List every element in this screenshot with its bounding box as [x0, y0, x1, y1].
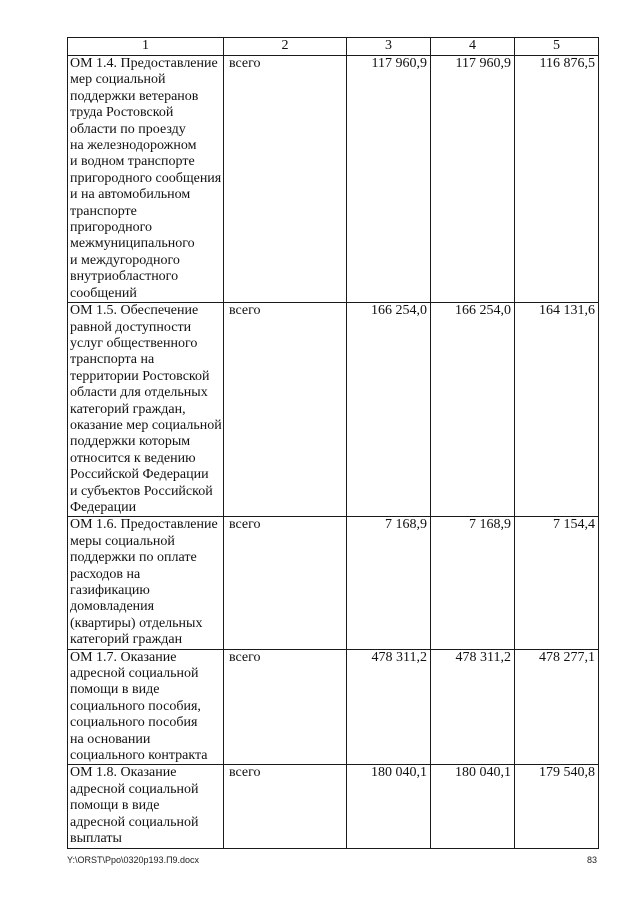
table-row — [68, 649, 599, 765]
measure-name-cell: ОМ 1.5. Обеспечение равной доступности услуг общественного транспорта на территории Ростовской области для отдельных категорий граждан, оказание мер социальной поддержки которым относится к ведению Российской Федерации и субъектов Российской Федерации — [68, 303, 224, 517]
value-col4-cell: 117 960,9 — [431, 56, 515, 303]
value-col3-cell: 166 254,0 — [347, 303, 431, 517]
value-col3-cell: 7 168,9 — [347, 517, 431, 649]
measure-name-cell: ОМ 1.7. Оказание адресной социальной помощи в виде социального пособия, социального пособия на основании социального контракта — [68, 649, 224, 765]
column-header-2: 2 — [224, 38, 347, 56]
value-col5-cell: 116 876,5 — [515, 56, 599, 303]
value-col5-cell: 179 540,8 — [515, 765, 599, 848]
table-row — [68, 56, 599, 303]
column-header-4: 4 — [431, 38, 515, 56]
page-number: 83 — [586, 855, 597, 865]
value-col4-cell: 478 311,2 — [431, 649, 515, 765]
table-header-row — [68, 38, 599, 56]
table-row — [68, 517, 599, 649]
column-header-3: 3 — [347, 38, 431, 56]
value-col3-cell: 180 040,1 — [347, 765, 431, 848]
funding-type-cell: всего — [224, 517, 347, 649]
column-header-1: 1 — [68, 38, 224, 56]
measure-name-cell: ОМ 1.8. Оказание адресной социальной помощи в виде адресной социальной выплаты — [68, 765, 224, 848]
funding-type-cell: всего — [224, 649, 347, 765]
table-row — [68, 765, 599, 848]
footer-file-path: Y:\ORST\Ppo\0320p193.П9.docx — [67, 855, 200, 865]
table-row — [68, 303, 599, 517]
funding-type-cell: всего — [224, 303, 347, 517]
value-col3-cell: 478 311,2 — [347, 649, 431, 765]
data-table — [67, 37, 599, 849]
value-col4-cell: 180 040,1 — [431, 765, 515, 848]
value-col4-cell: 7 168,9 — [431, 517, 515, 649]
column-header-5: 5 — [515, 38, 599, 56]
funding-type-cell: всего — [224, 765, 347, 848]
measure-name-cell: ОМ 1.6. Предоставление меры социальной поддержки по оплате расходов на газификацию домовладения (квартиры) отдельных категорий граждан — [68, 517, 224, 649]
value-col4-cell: 166 254,0 — [431, 303, 515, 517]
value-col5-cell: 478 277,1 — [515, 649, 599, 765]
value-col5-cell: 7 154,4 — [515, 517, 599, 649]
value-col5-cell: 164 131,6 — [515, 303, 599, 517]
value-col3-cell: 117 960,9 — [347, 56, 431, 303]
measure-name-cell: ОМ 1.4. Предоставление мер социальной поддержки ветеранов труда Ростовской области по проезду на железнодорожном и водном транспорте пригородного сообщения и на автомобильном транспорте пригородного межмуниципального и междугородного внутриобластного сообщений — [68, 56, 224, 303]
funding-type-cell: всего — [224, 56, 347, 303]
